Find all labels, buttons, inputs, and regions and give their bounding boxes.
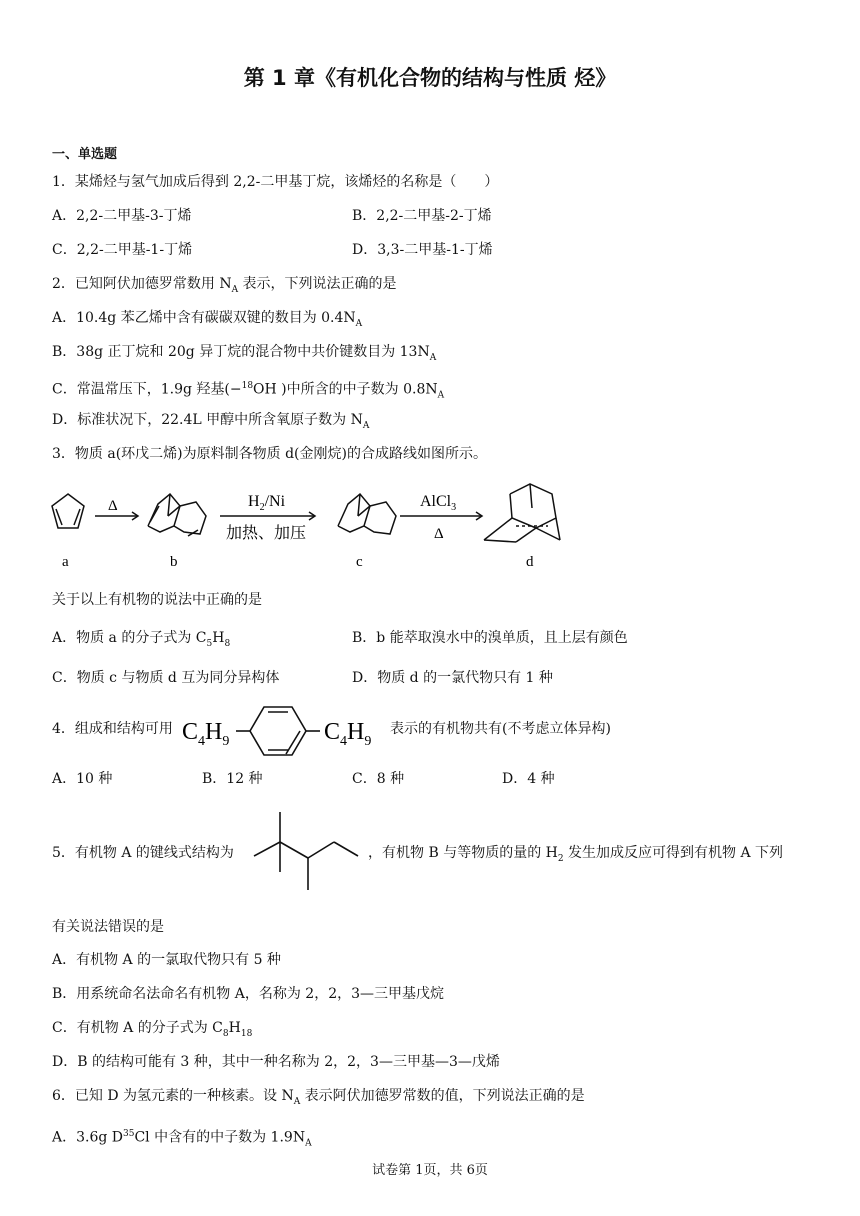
- arrow-2-condition: 加热、加压: [226, 525, 307, 542]
- q4-option-a: A．10 种: [52, 771, 113, 787]
- arrow-1-condition: Δ: [108, 498, 118, 514]
- synthesis-route-figure: [40, 476, 600, 576]
- q2-option-c: C．常温常压下，1.9g 羟基(−$^{18}$OH )中所含的中子数为 $0.8N_A$: [52, 381, 445, 401]
- q5-stem-line2: 有关说法错误的是: [52, 919, 164, 935]
- q5-option-b: B．用系统命名法命名有机物 A，名称为 2，2，3—三甲基戊烷: [52, 986, 445, 1002]
- q4-stem-suffix: 表示的有机物共有(不考虑立体异构): [390, 721, 611, 737]
- q3-option-a: A．物质 a 的分子式为 $C_5H_8$: [52, 630, 231, 649]
- q5-skeletal-structure: [250, 806, 370, 896]
- q1-option-b: B．2,2-二甲基-2-丁烯: [352, 208, 492, 224]
- q6-stem: 6．已知 D 为氢元素的一种核素。设 $N_A$ 表示阿伏加德罗常数的值，下列说法正确的是: [52, 1088, 585, 1107]
- arrow-2-reagent: $H_2/Ni$: [248, 493, 286, 513]
- molecule-d: [484, 484, 560, 542]
- q4-option-d: D．4 种: [502, 771, 555, 787]
- q4-option-c: C．8 种: [352, 771, 405, 787]
- q2-option-a: A．10.4g 苯乙烯中含有碳碳双键的数目为 $0.4N_A$: [52, 310, 363, 329]
- benzene-ring: [236, 707, 320, 755]
- q5-stem-prefix: 5．有机物 A 的键线式结构为: [52, 845, 234, 861]
- q3-option-c: C．物质 c 与物质 d 互为同分异构体: [52, 670, 280, 686]
- q2-stem: 2．已知阿伏加德罗常数用 $N_A$ 表示，下列说法正确的是: [52, 276, 397, 295]
- q3-option-d: D．物质 d 的一氯代物只有 1 种: [352, 670, 553, 686]
- label-a: a: [62, 554, 69, 570]
- q5-option-d: D．B 的结构可能有 3 种，其中一种名称为 2，2，3—三甲基—3—戊烯: [52, 1054, 500, 1070]
- arrow-3-reagent: AlCl$_3$: [420, 493, 457, 513]
- q1-option-c: C．2,2-二甲基-1-丁烯: [52, 242, 193, 258]
- q1-stem: 1．某烯烃与氢气加成后得到 2,2-二甲基丁烷，该烯烃的名称是（ ）: [52, 174, 499, 190]
- q1-option-a: A．2,2-二甲基-3-丁烯: [52, 208, 192, 224]
- label-b: b: [170, 554, 178, 570]
- q4-formula-right: $C_4H_9$: [324, 719, 372, 749]
- page-title: 第 1 章《有机化合物的结构与性质 烃》: [243, 66, 617, 90]
- q5-option-c: C．有机物 A 的分子式为 $C_8H_{18}$: [52, 1020, 253, 1039]
- molecule-b: [148, 494, 206, 536]
- q3-lead: 关于以上有机物的说法中正确的是: [52, 592, 262, 608]
- molecule-c: [338, 494, 396, 534]
- q4-stem-prefix: 4．组成和结构可用: [52, 721, 173, 737]
- q4-formula-left: $C_4H_9$: [182, 719, 230, 749]
- q3-option-b: B．b 能萃取溴水中的溴单质，且上层有颜色: [352, 630, 628, 646]
- q5-option-a: A．有机物 A 的一氯取代物只有 5 种: [52, 952, 281, 968]
- label-c: c: [356, 554, 363, 570]
- label-d: d: [526, 554, 534, 570]
- q5-stem-suffix: ，有机物 B 与等物质的量的 $H_2$ 发生加成反应可得到有机物 A 下列: [368, 845, 784, 864]
- q4-structure: [180, 697, 390, 761]
- q3-stem: 3．物质 a(环戊二烯)为原料制各物质 d(金刚烷)的合成路线如图所示。: [52, 446, 487, 462]
- q2-option-d: D．标准状况下，22.4L 甲醇中所含氧原子数为 $N_A$: [52, 412, 370, 431]
- q1-option-d: D．3,3-二甲基-1-丁烯: [352, 242, 493, 258]
- q6-option-a: A．3.6g $D^{35}Cl$ 中含有的中子数为 $1.9N_A$: [52, 1129, 312, 1149]
- page-footer: 试卷第 1页，共 6页: [372, 1163, 488, 1178]
- section-heading: 一、单选题: [52, 147, 118, 162]
- q4-option-b: B．12 种: [202, 771, 263, 787]
- q2-option-b: B．38g 正丁烷和 20g 异丁烷的混合物中共价键数目为 $13N_A$: [52, 344, 437, 363]
- arrow-3-condition: Δ: [434, 526, 444, 542]
